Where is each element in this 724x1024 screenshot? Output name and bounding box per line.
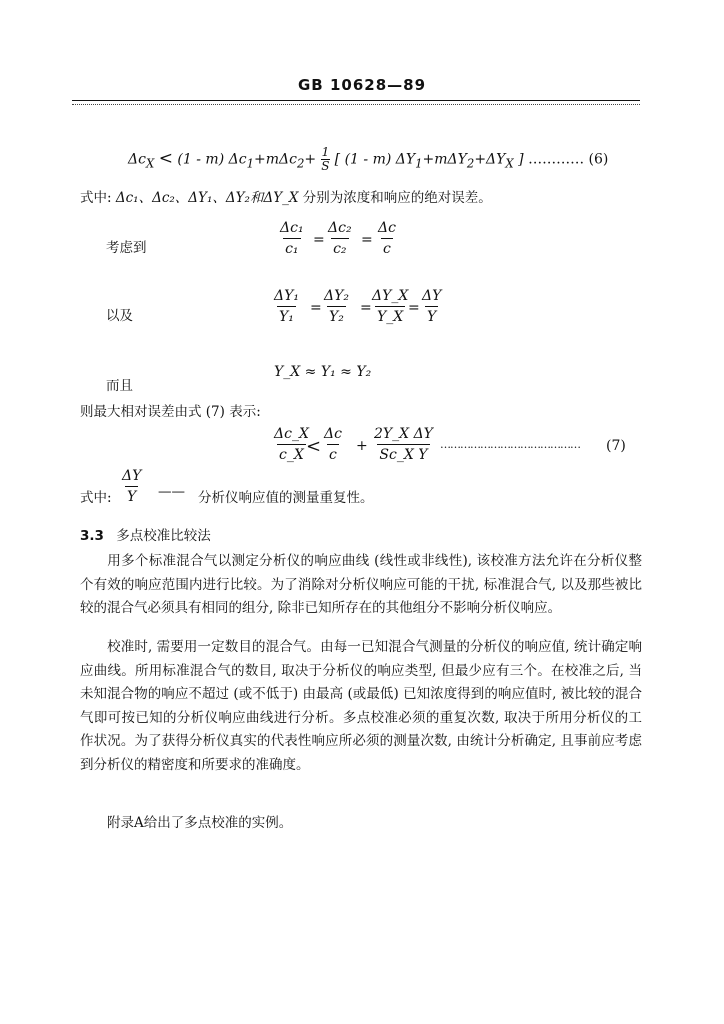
fraction-numerator: ΔY xyxy=(122,468,142,484)
paragraph-2 xyxy=(80,636,642,777)
paragraph-text: 附录A给出了多点校准的实例。 xyxy=(107,815,293,831)
equals-sign: = xyxy=(408,300,420,316)
consider-fraction-3 xyxy=(376,220,398,257)
eq6-fraction xyxy=(321,146,331,173)
and-fraction-1 xyxy=(272,288,301,325)
fraction-denominator: Y xyxy=(425,306,438,325)
eq6-ysub2: 2 xyxy=(466,156,475,171)
paragraph-1 xyxy=(80,550,642,621)
eq6-frac-num: 1 xyxy=(321,145,330,159)
fraction-denominator: Y₁ xyxy=(277,306,296,325)
eq6-body-pre: (1 - m) Δc xyxy=(177,151,247,168)
eq6-sub2: 2 xyxy=(296,156,305,171)
and-label: 以及 xyxy=(106,308,133,324)
eq6-lt: < xyxy=(158,148,173,169)
and-fraction-4 xyxy=(420,288,443,325)
eq6-number: (6) xyxy=(588,151,609,168)
eq6-close: ] xyxy=(513,151,524,168)
eq6-body-mid: +mΔc xyxy=(253,151,297,168)
equals-sign: = xyxy=(360,300,372,316)
and-fraction-3 xyxy=(370,288,410,325)
section-number: 3.3 xyxy=(80,528,104,544)
where1-prefix: 式中: xyxy=(80,190,112,206)
equation-6 xyxy=(128,146,608,173)
consider-fraction-2 xyxy=(326,220,354,257)
equals-sign: = xyxy=(310,300,322,316)
fraction-numerator: Δc₂ xyxy=(328,220,352,236)
consider-fraction-1 xyxy=(278,220,306,257)
fraction-numerator: Δc₁ xyxy=(280,220,304,236)
moreover-expression: Y_X ≈ Y₁ ≈ Y₂ xyxy=(274,364,372,380)
eq6-sub1: 1 xyxy=(246,156,254,171)
and-fraction-2 xyxy=(322,288,351,325)
eq6-lhs-sub: X xyxy=(145,156,155,171)
fraction-denominator: c xyxy=(327,444,339,463)
eq6-dots: ………… xyxy=(528,151,585,168)
fraction-denominator: c_X xyxy=(277,444,306,463)
eq6-bracket: [ (1 - m) ΔY xyxy=(334,151,416,168)
eq7-fraction-3 xyxy=(372,426,435,463)
where-clause-1 xyxy=(80,186,492,206)
header-rule xyxy=(72,100,640,101)
fraction-numerator: ΔY_X xyxy=(372,288,409,304)
fraction-denominator: Y xyxy=(125,486,138,505)
page-header-standard-code: GB 10628—89 xyxy=(297,76,427,94)
fraction-denominator: c₂ xyxy=(331,238,348,257)
paragraph-3 xyxy=(80,812,642,836)
where1-text: 分别为浓度和响应的绝对误差。 xyxy=(302,190,492,206)
eq7-dots: …………………………………… xyxy=(440,438,580,451)
fraction-numerator: 2Y_X ΔY xyxy=(374,426,433,442)
eq7-lt: < xyxy=(306,436,322,457)
section-title: 多点校准比较法 xyxy=(116,528,211,544)
fraction-numerator: Δc_X xyxy=(274,426,309,442)
then-statement: 则最大相对误差由式 (7) 表示: xyxy=(80,404,261,420)
header-rule-dotted xyxy=(72,104,640,105)
eq6-lhs: Δc xyxy=(128,151,146,168)
fraction-numerator: ΔY xyxy=(422,288,442,304)
equals-sign: = xyxy=(361,232,373,248)
eq6-ymid: +mΔY xyxy=(422,151,467,168)
eq7-fraction-2 xyxy=(322,426,344,463)
fraction-numerator: ΔY₁ xyxy=(274,288,299,304)
where1-vars: Δc₁、Δc₂、ΔY₁、ΔY₂和ΔY_X xyxy=(115,190,299,206)
paragraph-text: 用多个标准混合气以测定分析仪的响应曲线 (线性或非线性), 该校准方法允许在分析仪整个有效的响应范围内进行比较。为了消除对分析仪响应可能的干扰, 标准混合气, 以及那些被比较的混合气必须具有相同的组分, 除非已知所存在的其他组分不影响分析仪响应。 xyxy=(80,553,642,616)
eq6-ysub1: 1 xyxy=(415,156,423,171)
fraction-numerator: ΔY₂ xyxy=(324,288,349,304)
fraction-numerator: Δc xyxy=(324,426,342,442)
where2-prefix: 式中: xyxy=(80,490,112,506)
eq6-yend: +ΔY xyxy=(474,151,506,168)
fraction-denominator: c xyxy=(381,238,393,257)
eq6-plus: + xyxy=(304,151,317,168)
fraction-denominator: c₁ xyxy=(283,238,300,257)
where2-text: 分析仪响应值的测量重复性。 xyxy=(198,490,374,506)
fraction-denominator: Sc_X Y xyxy=(377,444,429,463)
equals-sign: = xyxy=(313,232,325,248)
moreover-label: 而且 xyxy=(106,378,133,394)
eq7-number: (7) xyxy=(606,438,626,454)
fraction-denominator: Y_X xyxy=(375,306,405,325)
where2-fraction xyxy=(120,468,143,505)
where2-dash: —— xyxy=(158,484,185,500)
eq6-frac-den: S xyxy=(321,159,330,173)
eq7-plus: + xyxy=(356,438,368,454)
section-heading xyxy=(80,524,211,544)
eq6-ysubx: X xyxy=(505,156,514,171)
fraction-numerator: Δc xyxy=(378,220,396,236)
paragraph-text: 校准时, 需要用一定数目的混合气。由每一已知混合气测量的分析仪的响应值, 统计确定响应曲线。所用标准混合气的数目, 取决于分析仪的响应类型, 但最少应有三个。在校准之后, 当未知混合物的响应不超过 (或不低于) 由最高 (或最低) 已知浓度得到的响应值时, 被比较的混合气即可按已知的分析仪响应曲线进行分析。多点校准必须的重复次数, 取决于所用分析仪的工作状况。为了获得分析仪真实的代表性响应所必须的测量次数, 由统计分析确定, 且事前应考虑到分析仪的精密度和所要求的准确度。 xyxy=(80,639,642,773)
consider-label: 考虑到 xyxy=(106,240,147,256)
fraction-denominator: Y₂ xyxy=(327,306,346,325)
